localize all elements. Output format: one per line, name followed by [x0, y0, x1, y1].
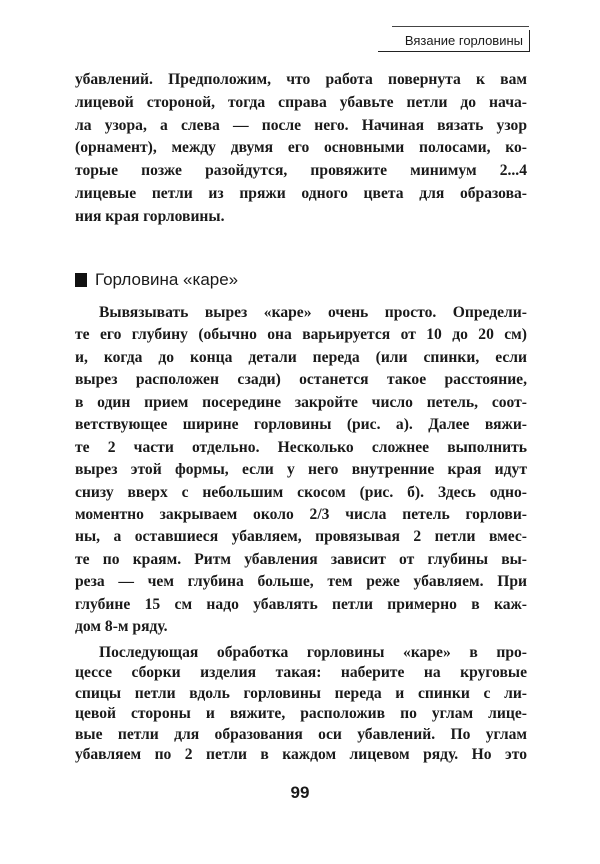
text-line: ветствующее ширине горловины (рис. а). Далее вяжи-	[75, 416, 527, 434]
text-line: ны, а оставшиеся убавляем, провязывая 2 петли вмес-	[75, 528, 527, 546]
text-line: цевой стороны и вяжите, расположив по углам лице-	[75, 705, 527, 723]
text-line: убавлений. Предположим, что работа повернута к вам	[75, 71, 527, 88]
text-line: те 2 части отдельно. Несколько сложнее выполнить	[75, 438, 527, 456]
text-line: Вывязывать вырез «каре» очень просто. Определи-	[99, 304, 527, 321]
text-line: лицевые петли из пряжи одного цвета для образова-	[75, 184, 527, 202]
section-heading	[75, 269, 238, 291]
text-line: Последующая обработка горловины «каре» в про-	[99, 644, 527, 661]
text-line: вые петли для образования оси убавлений. По углам	[75, 725, 527, 743]
text-line: глубине 15 см надо убавлять петли примерно в каж-	[75, 595, 527, 613]
running-head: Вязание горловины	[378, 30, 530, 52]
paragraph-3	[75, 643, 527, 765]
text-line: убавляем по 2 петли в каждом лицевом ряду. Но это	[75, 745, 527, 763]
text-line: дом 8-м ряду.	[75, 618, 168, 636]
text-line: моментно закрываем около 2/3 числа петель горлови-	[75, 505, 527, 523]
text-line: спицы петли вдоль горловины переда и спинки с ли-	[75, 684, 527, 702]
text-line: те по краям. Ритм убавления зависит от глубины вы-	[75, 550, 527, 568]
heading-square-icon	[75, 273, 87, 287]
text-line: лицевой стороной, тогда справа убавьте петли до нача-	[75, 93, 527, 111]
text-line: цессе сборки изделия такая: наберите на круговые	[75, 664, 527, 682]
text-line: снизу вверх с небольшим скосом (рис. б). Здесь одно-	[75, 483, 527, 501]
text-line: ния края горловины.	[75, 207, 225, 225]
text-line: в один прием посередине закройте число петель, соот-	[75, 393, 527, 411]
text-line: те его глубину (обычно она варьируется от 10 до 20 см)	[75, 326, 527, 344]
text-line: и, когда до конца детали переда (или спинки, если	[75, 348, 527, 366]
text-line: реза — чем глубина больше, тем реже убавляем. При	[75, 573, 527, 591]
section-heading-text: Горловина «каре»	[95, 270, 239, 289]
paragraph-2	[75, 302, 527, 639]
text-line: (орнамент), между двумя его основными полосами, ко-	[75, 139, 527, 157]
text-line: торые позже разойдутся, провяжите минимум 2...4	[75, 162, 527, 180]
paragraph-1	[75, 69, 527, 229]
text-line: ла узора, а слева — после него. Начиная вязать узор	[75, 116, 527, 134]
text-line: вырез этой формы, если у него внутренние края идут	[75, 461, 527, 479]
page-number: 99	[290, 783, 310, 802]
text-line: вырез расположен сзади) останется такое расстояние,	[75, 371, 527, 389]
